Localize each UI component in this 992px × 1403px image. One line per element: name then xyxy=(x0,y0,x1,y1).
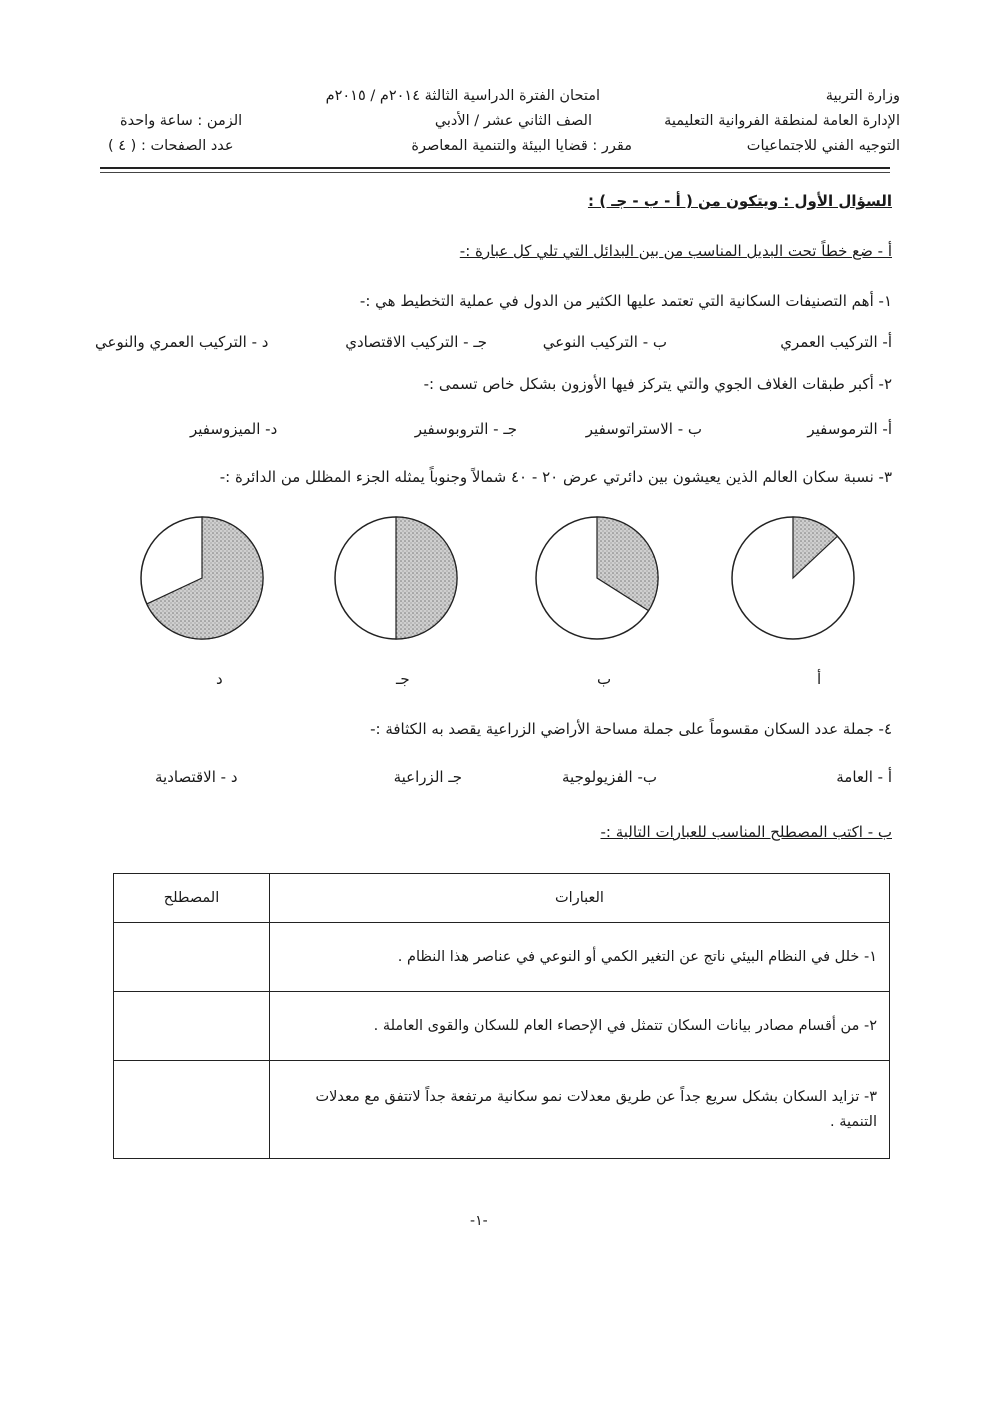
item-2-choice-a[interactable]: أ- الترموسفير xyxy=(807,420,892,438)
pie-label-c: جـ xyxy=(396,670,410,688)
pie-shaded-sector xyxy=(396,517,457,639)
pie-option-c[interactable] xyxy=(335,517,457,639)
pie-shaded-sector xyxy=(597,517,658,611)
item-1-text: ١- أهم التصنيفات السكانية التي تعتمد عليها الكثير من الدول في عملية التخطيط هي :- xyxy=(359,292,892,310)
item-2-choice-b[interactable]: ب - الاستراتوسفير xyxy=(585,420,702,438)
part-a-instruction: أ - ضع خطاً تحت البديل المناسب من بين البدائل التي تلي كل عبارة :- xyxy=(459,242,892,260)
term-answer-2[interactable] xyxy=(114,992,270,1061)
exam-duration: الزمن : ساعة واحدة xyxy=(120,113,243,129)
part-b-instruction: ب - اكتب المصطلح المناسب للعبارات التالية :- xyxy=(600,823,892,841)
term-answer-3[interactable] xyxy=(114,1061,270,1159)
grade-label: الصف الثاني عشر / الأدبي xyxy=(434,113,592,129)
ministry-name: وزارة التربية xyxy=(825,88,900,104)
question-one-title: السؤال الأول : ويتكون من ( أ - ب - جـ ) : xyxy=(587,192,892,210)
pie-circle xyxy=(536,517,658,639)
terms-table xyxy=(113,873,890,1159)
term-header: المصطلح xyxy=(114,874,270,923)
pie-label-a: أ xyxy=(817,670,822,688)
item-1-choice-b[interactable]: ب - التركيب النوعي xyxy=(542,333,667,351)
statement-3: ٣- تزايد السكان بشكل سريع جداً عن طريق معدلات نمو سكانية مرتفعة جداً لاتتفق مع معدلات التنمية . xyxy=(270,1061,890,1159)
header-divider xyxy=(100,167,890,169)
table-row xyxy=(114,1061,890,1159)
item-4-choice-d[interactable]: د - الاقتصادية xyxy=(155,768,238,786)
item-2-text: ٢- أكبر طبقات الغلاف الجوي والتي يتركز فيها الأوزون بشكل خاص تسمى :- xyxy=(423,375,892,393)
item-3-text: ٣- نسبة سكان العالم الذين يعيشون بين دائرتي عرض ٢٠ - ٤٠ شمالاً وجنوباً يمثله الجزء المظلل من الدائرة :- xyxy=(219,468,892,486)
item-4-choice-c[interactable]: جـ الزراعية xyxy=(393,768,462,786)
pie-shaded-sector xyxy=(147,517,263,639)
page-count: عدد الصفحات : ( ٤ ) xyxy=(108,138,234,154)
item-2-choice-c[interactable]: جـ - التروبوسفير xyxy=(414,420,517,438)
pie-circle xyxy=(732,517,854,639)
page-number: -١- xyxy=(470,1213,488,1229)
item-4-choice-a[interactable]: أ - العامة xyxy=(836,768,892,786)
supervision-name: التوجيه الفني للاجتماعيات xyxy=(746,138,900,154)
item-4-choice-b[interactable]: ب- الفزيولوجية xyxy=(562,768,657,786)
term-answer-1[interactable] xyxy=(114,923,270,992)
course-label: مقرر : قضايا البيئة والتنمية المعاصرة xyxy=(411,138,632,154)
item-4-text: ٤- جملة عدد السكان مقسوماً على جملة مساحة الأراضي الزراعية يقصد به الكثافة :- xyxy=(370,720,892,738)
pie-option-a[interactable] xyxy=(732,517,854,639)
pie-label-b: ب xyxy=(597,670,612,688)
item-1-choice-a[interactable]: أ- التركيب العمري xyxy=(780,333,892,351)
pie-circle xyxy=(335,517,457,639)
header-divider-thin xyxy=(100,172,890,173)
pie-label-d: د xyxy=(216,670,223,688)
exam-title: امتحان الفترة الدراسية الثالثة ٢٠١٤م / ٢٠١٥م xyxy=(325,88,600,104)
administration-name: الإدارة العامة لمنطقة الفروانية التعليمية xyxy=(664,113,900,129)
pie-option-b[interactable] xyxy=(536,517,658,639)
table-row xyxy=(114,992,890,1061)
statement-1: ١- خلل في النظام البيئي ناتج عن التغير الكمي أو النوعي في عناصر هذا النظام . xyxy=(270,923,890,992)
item-1-choice-c[interactable]: جـ - التركيب الاقتصادي xyxy=(345,333,487,351)
item-1-choice-d[interactable]: د - التركيب العمري والنوعي xyxy=(95,333,269,351)
pie-shaded-sector xyxy=(793,517,837,578)
pie-circle xyxy=(141,517,263,639)
pie-option-d[interactable] xyxy=(141,517,263,639)
table-row xyxy=(114,923,890,992)
statement-2: ٢- من أقسام مصادر بيانات السكان تتمثل في الإحصاء العام للسكان والقوى العاملة . xyxy=(270,992,890,1061)
item-2-choice-d[interactable]: د- الميزوسفير xyxy=(190,420,278,438)
statements-header: العبارات xyxy=(270,874,890,923)
terms-table-header xyxy=(114,874,890,923)
